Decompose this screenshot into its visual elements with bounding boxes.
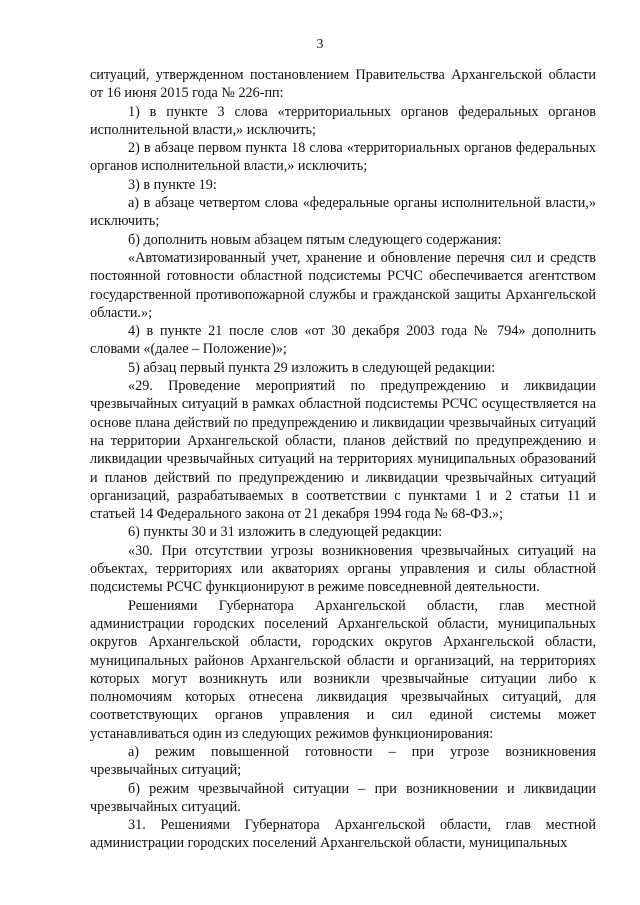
paragraph: а) в абзаце четвертом слова «федеральные органы исполнительной власти,» исключить;: [90, 195, 596, 230]
page-number: 3: [316, 37, 324, 52]
paragraph: б) дополнить новым абзацем пятым следующего содержания:: [128, 231, 502, 248]
paragraph: «Автоматизированный учет, хранение и обновление перечня сил и средств постоянной готовности областной подсистемы РСЧС обеспечивается агентством государственной противопожарной службы и гражданской защиты Архангельской области.»;: [90, 249, 596, 321]
paragraph: б) режим чрезвычайной ситуации – при возникновении и ликвидации чрезвычайных ситуаций.: [90, 780, 596, 815]
document-body: [90, 66, 596, 853]
paragraph: ситуаций, утвержденном постановлением Правительства Архангельской области от 16 июня 2015 года № 226-пп:: [90, 67, 596, 102]
paragraph: 3) в пункте 19:: [128, 176, 217, 193]
paragraph: 6) пункты 30 и 31 изложить в следующей редакции:: [128, 524, 443, 541]
paragraph: а) режим повышенной готовности – при угрозе возникновения чрезвычайных ситуаций;: [90, 743, 596, 779]
paragraph: 1) в пункте 3 слова «территориальных органов федеральных органов исполнительной власти,» исключить;: [90, 103, 596, 138]
paragraph: «30. При отсутствии угрозы возникновения чрезвычайных ситуаций на объектах, территориях или акваториях органы управления и силы областной подсистемы РСЧС функционируют в режиме повседневной деятельности.: [90, 542, 596, 596]
paragraph: Решениями Губернатора Архангельской области, глав местной администрации городских поселений Архангельской области, муниципальных округов Архангельской области, городских округов Архангельской области, муниципальных районов Архангельской области и организаций, на территориях которых могут возникнуть или возникли чрезвычайные ситуации либо к полномочиям которых отнесена ликвидация чрезвычайных ситуаций, для соответствующих органов управления и сил единой системы может устанавливаться один из следующих режимов функционирования:: [90, 597, 596, 742]
paragraph: 31. Решениями Губернатора Архангельской области, глав местной администрации городских поселений Архангельской области, муниципальных: [90, 817, 596, 852]
paragraph: 4) в пункте 21 после слов «от 30 декабря 2003 года № 794» дополнить словами «(далее – Положение)»;: [90, 323, 596, 358]
paragraph: «29. Проведение мероприятий по предупреждению и ликвидации чрезвычайных ситуаций в рамках областной подсистемы РСЧС осуществляется на основе плана действий по предупреждению и ликвидации чрезвычайных ситуаций на территории Архангельской области, планов действий по предупреждению и ликвидации чрезвычайных ситуаций на территориях муниципальных образований и планов действий по предупреждению и ликвидации чрезвычайных ситуаций организаций, разрабатываемых в соответствии с пунктами 1 и 2 статьи 11 и статьей 14 Федерального закона от 21 декабря 1994 года № 68-ФЗ.»;: [90, 378, 596, 523]
paragraph: 2) в абзаце первом пункта 18 слова «территориальных органов федеральных органов исполнительной власти,» исключить;: [90, 140, 596, 175]
paragraph: 5) абзац первый пункта 29 изложить в следующей редакции:: [128, 359, 496, 376]
